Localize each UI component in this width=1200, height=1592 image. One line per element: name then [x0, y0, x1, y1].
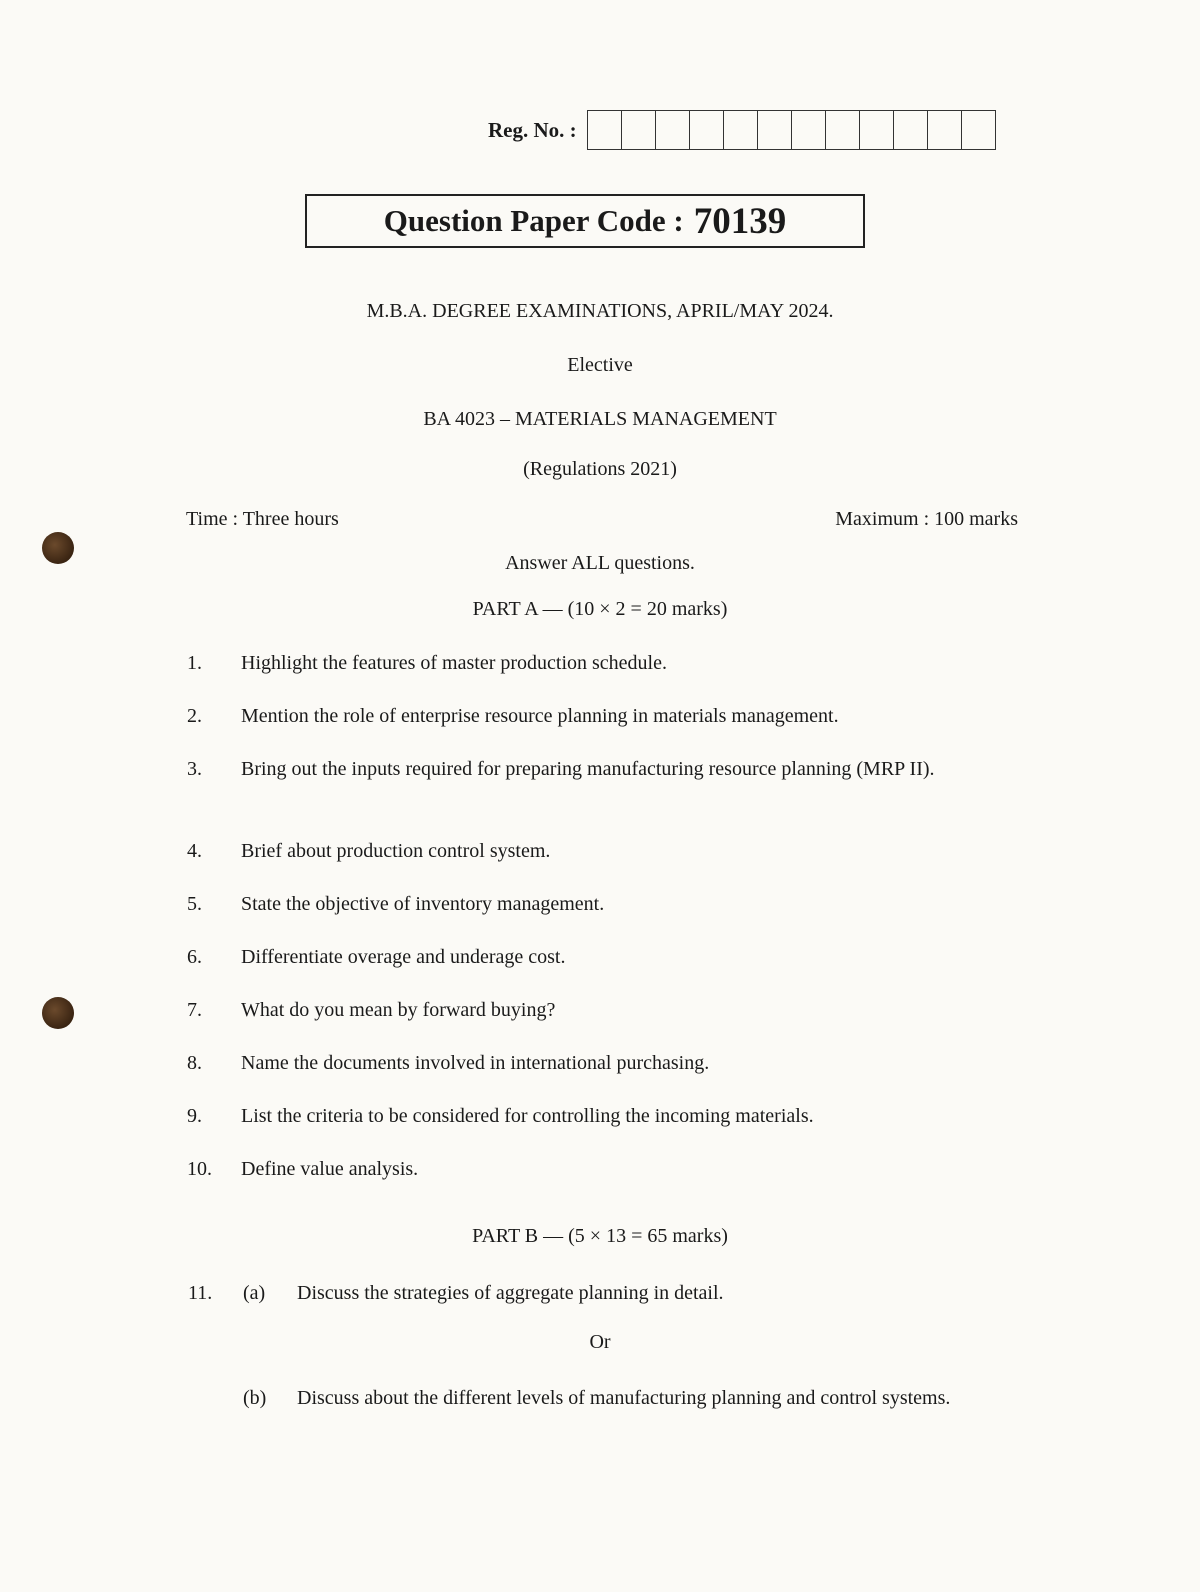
question-text: List the criteria to be considered for controlling the incoming materials.	[241, 1105, 814, 1127]
part-a-title: PART A — (10 × 2 = 20 marks)	[472, 598, 728, 620]
reg-no-box	[826, 111, 860, 149]
question-number: 5.	[187, 893, 202, 915]
question-number: 7.	[187, 999, 202, 1021]
reg-no-box	[690, 111, 724, 149]
subject: BA 4023 – MATERIALS MANAGEMENT	[423, 408, 777, 430]
category: Elective	[567, 354, 633, 376]
subquestion-text: Discuss the strategies of aggregate planning in detail.	[297, 1282, 724, 1304]
punch-hole-bottom	[42, 997, 74, 1029]
maximum-marks: Maximum : 100 marks	[835, 508, 1018, 530]
question-number: 8.	[187, 1052, 202, 1074]
reg-no-box	[962, 111, 995, 149]
reg-no-box	[724, 111, 758, 149]
reg-no-box	[894, 111, 928, 149]
question-number: 3.	[187, 758, 202, 780]
subquestion-label: (b)	[243, 1387, 267, 1409]
instruction: Answer ALL questions.	[505, 552, 695, 574]
part-b-title: PART B — (5 × 13 = 65 marks)	[472, 1225, 728, 1247]
reg-no-label: Reg. No. :	[488, 117, 577, 142]
reg-no-box	[792, 111, 826, 149]
code-number: 70139	[693, 200, 787, 242]
code-label: Question Paper Code :	[383, 203, 684, 238]
question-text: Differentiate overage and underage cost.	[241, 946, 566, 968]
question-text: Define value analysis.	[241, 1158, 419, 1180]
question-paper-code	[305, 194, 865, 248]
time-allowed: Time : Three hours	[186, 508, 339, 530]
question-text: Name the documents involved in international purchasing.	[241, 1052, 710, 1074]
regulations: (Regulations 2021)	[523, 458, 677, 480]
reg-no-box	[588, 111, 622, 149]
question-text: Bring out the inputs required for preparing manufacturing resource planning (MRP II).	[241, 758, 935, 780]
subquestion-label: (a)	[243, 1282, 266, 1304]
question-text: State the objective of inventory management.	[241, 893, 605, 915]
reg-no-box	[928, 111, 962, 149]
question-number: 9.	[187, 1105, 202, 1127]
reg-no	[488, 110, 996, 150]
question-number: 1.	[187, 652, 202, 674]
reg-no-box	[656, 111, 690, 149]
reg-no-box	[758, 111, 792, 149]
question-number: 2.	[187, 705, 202, 727]
reg-no-box	[860, 111, 894, 149]
question-text: What do you mean by forward buying?	[241, 999, 556, 1021]
reg-no-boxes	[587, 110, 996, 150]
question-number: 11.	[188, 1282, 213, 1304]
question-text: Highlight the features of master production schedule.	[241, 652, 667, 674]
question-text: Mention the role of enterprise resource planning in materials management.	[241, 705, 839, 727]
subquestion-text: Discuss about the different levels of manufacturing planning and control systems.	[297, 1387, 951, 1409]
exam-title: M.B.A. DEGREE EXAMINATIONS, APRIL/MAY 2024.	[366, 300, 834, 322]
reg-no-box	[622, 111, 656, 149]
question-text: Brief about production control system.	[241, 840, 551, 862]
question-number: 4.	[187, 840, 202, 862]
question-number: 10.	[187, 1158, 212, 1180]
or-separator: Or	[589, 1331, 611, 1353]
question-number: 6.	[187, 946, 202, 968]
